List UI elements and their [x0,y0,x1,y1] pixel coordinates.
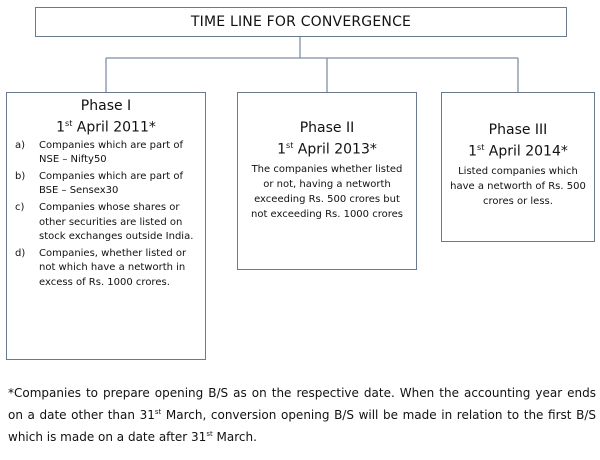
phase-2-description: The companies whether listed or not, having a networth exceeding Rs. 500 crores but not exceeding Rs. 1000 crores [251,163,403,220]
phase-3-date: 1st April 2014* [468,143,568,160]
phase-1-box [6,92,206,360]
phase-1-name: Phase I [80,98,132,114]
footnote: *Companies to prepare opening B/S as on the respective date. When the accounting year ends on a date other than 31st March, conversion opening B/S will be made in relation to the first B/S which is made on a date after 31st March. [8,386,596,444]
phase-1-criteria-list [7,139,205,291]
list-item: c) Companies whose shares or other securities are listed on stock exchanges outside India. [15,202,194,243]
phase-2-date: 1st April 2013* [277,141,377,158]
phase-3-name: Phase III [488,122,548,138]
connector-lines [0,0,600,100]
list-item: b) Companies which are part of BSE – Sensex30 [15,170,183,197]
phase-2-box [237,92,417,270]
phase-1-date: 1st April 2011* [56,119,156,136]
phase-2-name: Phase II [299,120,355,136]
phase-3-box [441,92,595,242]
list-item: a) Companies which are part of NSE – Nifty50 [15,139,183,166]
list-item: d) Companies, whether listed or not which have a networth in excess of Rs. 1000 crores. [15,247,187,288]
timeline-title: TIME LINE FOR CONVERGENCE [190,14,412,30]
phase-3-description: Listed companies which have a networth of Rs. 500 crores or less. [450,165,586,207]
